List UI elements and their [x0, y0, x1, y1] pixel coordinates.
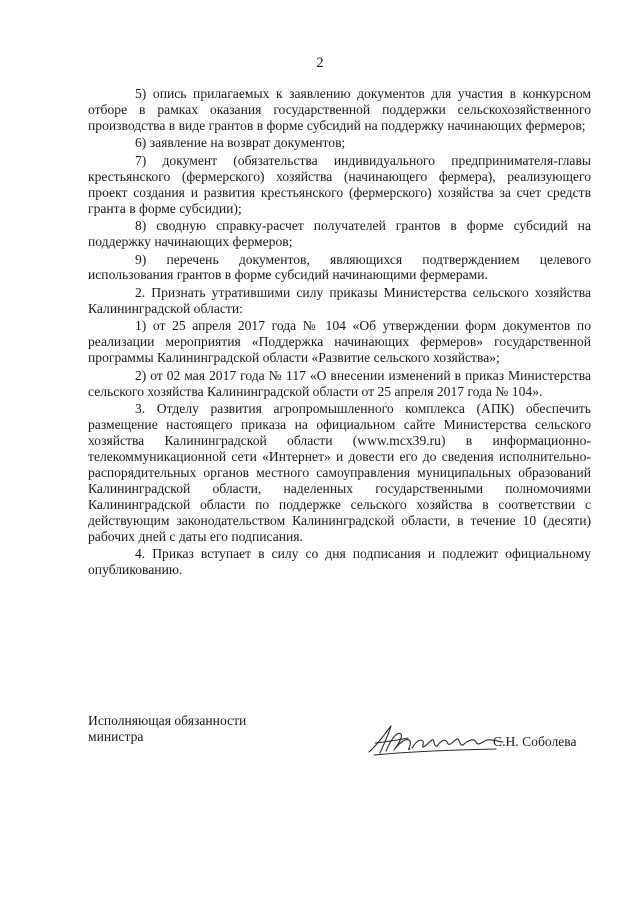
- list-item-8: 8) сводную справку-расчет получателей грантов в форме субсидий на поддержку начинающих фермеров;: [88, 218, 591, 250]
- clause-2-item-1: 1) от 25 апреля 2017 года № 104 «Об утверждении форм документов по реализации мероприятия «Поддержка начинающих фермеров» государственной программы Калининградской области «Развитие сельского хозяйства»;: [88, 318, 591, 366]
- list-item-5: 5) опись прилагаемых к заявлению документов для участия в конкурсном отборе в рамках оказания государственной поддержки сельскохозяйственного производства в виде грантов в форме субсидий на поддержку начинающих фермеров;: [88, 86, 591, 133]
- signature-block: [88, 713, 591, 763]
- handwritten-signature: [366, 721, 506, 757]
- signatory-title-line-1: Исполняющая обязанности: [88, 713, 247, 728]
- signatory-title: [88, 713, 246, 745]
- signatory-name: С.Н. Соболева: [493, 734, 577, 749]
- list-item-6: 6) заявление на возврат документов;: [135, 135, 346, 151]
- page-number: 2: [316, 55, 324, 71]
- clause-3: 3. Отделу развития агропромышленного комплекса (АПК) обеспечить размещение настоящего приказа на официальном сайте Министерства сельского хозяйства Калининградской области (www.mcx39.ru) в информационно-телекоммуникационной сети «Интернет» и довести его до сведения исполнительно-распорядительных органов местного самоуправления муниципальных образований Калининградской области, наделенных государственными полномочиями Калининградской области по поддержке сельского хозяйства в соответствии с действующим законодательством Калининградской области, в течение 10 (десяти) рабочих дней с даты его подписания.: [88, 401, 591, 544]
- list-item-7: 7) документ (обязательства индивидуального предпринимателя-главы крестьянского (фермерского) хозяйства (начинающего фермера), реализующего проект создания и развития крестьянского (фермерского) хозяйства за счет средств гранта в форме субсидии);: [88, 152, 591, 216]
- clause-2: 2. Признать утратившими силу приказы Министерства сельского хозяйства Калининградской области:: [88, 284, 591, 316]
- clause-2-item-2: 2) от 02 мая 2017 года № 117 «О внесении изменений в приказ Министерства сельского хозяйства Калининградской области от 25 апреля 2017 года № 104».: [88, 367, 591, 399]
- document-body: [88, 86, 591, 578]
- clause-4: 4. Приказ вступает в силу со дня подписания и подлежит официальному опубликованию.: [88, 546, 591, 578]
- list-item-9: 9) перечень документов, являющихся подтверждением целевого использования грантов в форме субсидий начинающими фермерами.: [88, 251, 591, 283]
- signatory-title-line-2: министра: [88, 729, 144, 744]
